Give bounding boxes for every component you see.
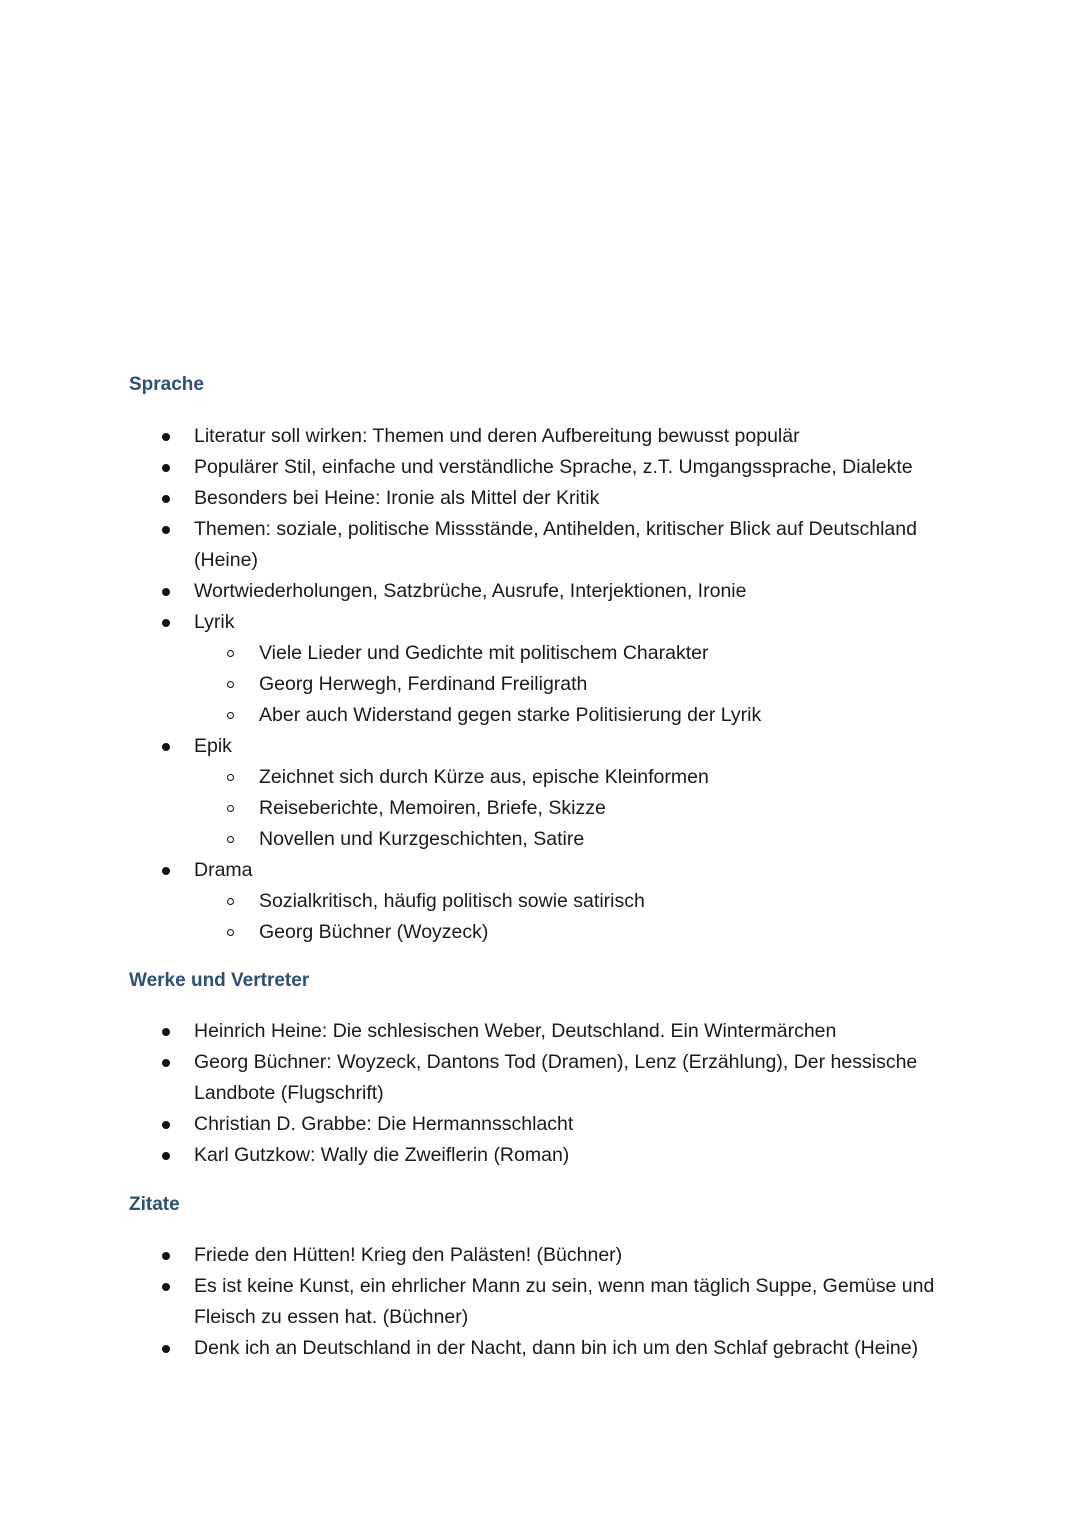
list-item (0, 1016, 954, 1047)
circle-bullet-icon (227, 774, 234, 781)
drama-sublist (194, 886, 954, 948)
sublist-item (0, 917, 954, 948)
sublist-item (0, 886, 954, 917)
bullet-icon (162, 1028, 170, 1036)
bullet-icon (162, 464, 170, 472)
sublist-item (0, 793, 954, 824)
bullet-icon (162, 867, 170, 875)
list-item-text: Wortwiederholungen, Satzbrüche, Ausrufe, Interjektionen, Ironie (194, 580, 747, 602)
sublist-item-text: Sozialkritisch, häufig politisch sowie satirisch (259, 890, 645, 912)
list-item (0, 452, 954, 483)
sprache-list (0, 421, 954, 948)
sublist-item-text: Novellen und Kurzgeschichten, Satire (259, 828, 585, 850)
bullet-icon (162, 1121, 170, 1129)
sublist-item-text: Aber auch Widerstand gegen starke Politisierung der Lyrik (259, 704, 762, 726)
list-item-epik (0, 731, 954, 855)
bullet-icon (162, 588, 170, 596)
sublist-item (0, 638, 954, 669)
list-item-text: Literatur soll wirken: Themen und deren Aufbereitung bewusst populär (194, 425, 800, 447)
list-item (0, 421, 954, 452)
circle-bullet-icon (227, 805, 234, 812)
list-item-text: Karl Gutzkow: Wally die Zweiflerin (Roman) (194, 1144, 570, 1166)
bullet-icon (162, 1059, 170, 1067)
bullet-icon (162, 1152, 170, 1160)
sublist-item (0, 762, 954, 793)
list-item (0, 1047, 954, 1109)
bullet-icon (162, 1345, 170, 1353)
list-item-text: Besonders bei Heine: Ironie als Mittel der Kritik (194, 487, 600, 509)
list-item-drama (0, 855, 954, 948)
sublist-item-text: Georg Büchner (Woyzeck) (259, 921, 489, 943)
list-item-text: Christian D. Grabbe: Die Hermannsschlacht (194, 1113, 574, 1135)
circle-bullet-icon (227, 836, 234, 843)
circle-bullet-icon (227, 712, 234, 719)
werke-list (0, 1016, 954, 1171)
sublist-item-text: Zeichnet sich durch Kürze aus, epische Kleinformen (259, 766, 709, 788)
circle-bullet-icon (227, 650, 234, 657)
list-item-text: Drama (194, 859, 253, 881)
sublist-item-text: Viele Lieder und Gedichte mit politischem Charakter (259, 642, 709, 664)
list-item (0, 483, 954, 514)
circle-bullet-icon (227, 929, 234, 936)
list-item-text: Heinrich Heine: Die schlesischen Weber, Deutschland. Ein Wintermärchen (194, 1020, 837, 1042)
sublist-item (0, 669, 954, 700)
bullet-icon (162, 433, 170, 441)
list-item-lyrik (0, 607, 954, 731)
list-item-text: Denk ich an Deutschland in der Nacht, dann bin ich um den Schlaf gebracht (Heine) (194, 1337, 919, 1359)
list-item (0, 1140, 954, 1171)
circle-bullet-icon (227, 681, 234, 688)
sublist-item (0, 824, 954, 855)
lyrik-sublist (194, 638, 954, 731)
bullet-icon (162, 526, 170, 534)
list-item (0, 1271, 954, 1333)
list-item-text: Friede den Hütten! Krieg den Palästen! (Büchner) (194, 1244, 623, 1266)
section-heading-sprache: Sprache (129, 374, 204, 395)
list-item (0, 514, 954, 576)
bullet-icon (162, 1252, 170, 1260)
bullet-icon (162, 619, 170, 627)
sublist-item (0, 700, 954, 731)
section-heading-werke: Werke und Vertreter (129, 970, 310, 991)
sublist-item-text: Reiseberichte, Memoiren, Briefe, Skizze (259, 797, 606, 819)
circle-bullet-icon (227, 898, 234, 905)
section-heading-zitate: Zitate (129, 1194, 180, 1215)
bullet-icon (162, 743, 170, 751)
list-item-text: Populärer Stil, einfache und verständliche Sprache, z.T. Umgangssprache, Dialekte (194, 456, 913, 478)
list-item-text: Es ist keine Kunst, ein ehrlicher Mann zu sein, wenn man täglich Suppe, Gemüse und Fleisch zu essen hat. (Büchner) (194, 1275, 935, 1328)
bullet-icon (162, 495, 170, 503)
list-item (0, 1240, 954, 1271)
list-item-text: Epik (194, 735, 232, 757)
list-item (0, 576, 954, 607)
list-item (0, 1109, 954, 1140)
sublist-item-text: Georg Herwegh, Ferdinand Freiligrath (259, 673, 588, 695)
list-item-text: Lyrik (194, 611, 235, 633)
bullet-icon (162, 1283, 170, 1291)
epik-sublist (194, 762, 954, 855)
list-item-text: Georg Büchner: Woyzeck, Dantons Tod (Dramen), Lenz (Erzählung), Der hessische Landbote (Flugschrift) (194, 1051, 918, 1104)
list-item-text: Themen: soziale, politische Missstände, Antihelden, kritischer Blick auf Deutschland (Heine) (194, 518, 917, 571)
list-item (0, 1333, 954, 1364)
zitate-list (0, 1240, 954, 1364)
